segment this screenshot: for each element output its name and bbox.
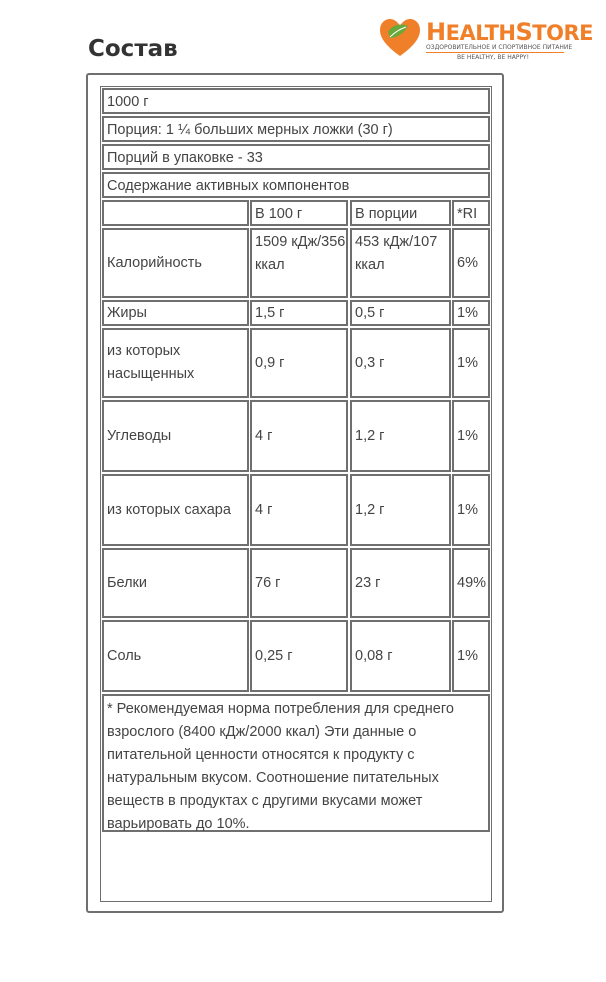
healthstore-logo[interactable] (378, 16, 593, 66)
row-fat-ri: 1% (452, 300, 490, 326)
header-cell-per100: В 100 г (250, 200, 348, 226)
row-calories-name: Калорийность (102, 228, 249, 298)
row-protein-per-serving: 23 г (350, 548, 451, 618)
row-calories-ri: 6% (452, 228, 490, 298)
row-sugars-per100: 4 г (250, 474, 348, 546)
row-fat-per-serving: 0,5 г (350, 300, 451, 326)
serving-size-row: Порция: 1 ¼ больших мерных ложки (30 г) (102, 116, 490, 142)
row-salt-per-serving: 0,08 г (350, 620, 451, 692)
row-protein-ri: 49% (452, 548, 490, 618)
row-saturated-per-serving: 0,3 г (350, 328, 451, 398)
row-saturated-per100: 0,9 г (250, 328, 348, 398)
row-sugars-name: из которых сахара (102, 474, 249, 546)
servings-per-pack-row: Порций в упаковке - 33 (102, 144, 490, 170)
net-weight-row: 1000 г (102, 88, 490, 114)
row-saturated-ri: 1% (452, 328, 490, 398)
header-cell-per-serving: В порции (350, 200, 451, 226)
row-calories-per100: 1509 кДж/356 ккал (250, 228, 348, 298)
row-sugars-per-serving: 1,2 г (350, 474, 451, 546)
logo-divider (426, 52, 564, 53)
row-fat-name: Жиры (102, 300, 249, 326)
page-title: Состав (88, 36, 178, 62)
heart-leaf-icon (378, 18, 424, 58)
logo-name: HEALTHSTORE (426, 18, 593, 46)
row-salt-ri: 1% (452, 620, 490, 692)
row-carbs-name: Углеводы (102, 400, 249, 472)
row-saturated-name: из которых насыщенных (102, 328, 249, 398)
row-salt-name: Соль (102, 620, 249, 692)
row-protein-per100: 76 г (250, 548, 348, 618)
row-carbs-per-serving: 1,2 г (350, 400, 451, 472)
logo-slogan: BE HEALTHY, BE HAPPY! (457, 54, 529, 61)
row-carbs-ri: 1% (452, 400, 490, 472)
footnote: * Рекомендуемая норма потребления для среднего взрослого (8400 кДж/2000 ккал) Эти данные о питательной ценности относятся к продукту с натуральным вкусом. Соотношение питательных веществ в продуктах с другими вкусами может варьировать до 10%. (102, 694, 490, 832)
active-components-row: Содержание активных компонентов (102, 172, 490, 198)
row-protein-name: Белки (102, 548, 249, 618)
row-salt-per100: 0,25 г (250, 620, 348, 692)
row-fat-per100: 1,5 г (250, 300, 348, 326)
row-carbs-per100: 4 г (250, 400, 348, 472)
row-sugars-ri: 1% (452, 474, 490, 546)
header-cell-name (102, 200, 249, 226)
logo-tagline: ОЗДОРОВИТЕЛЬНОЕ И СПОРТИВНОЕ ПИТАНИЕ (426, 44, 573, 51)
row-calories-per-serving: 453 кДж/107 ккал (350, 228, 451, 298)
header-cell-ri: *RI (452, 200, 490, 226)
